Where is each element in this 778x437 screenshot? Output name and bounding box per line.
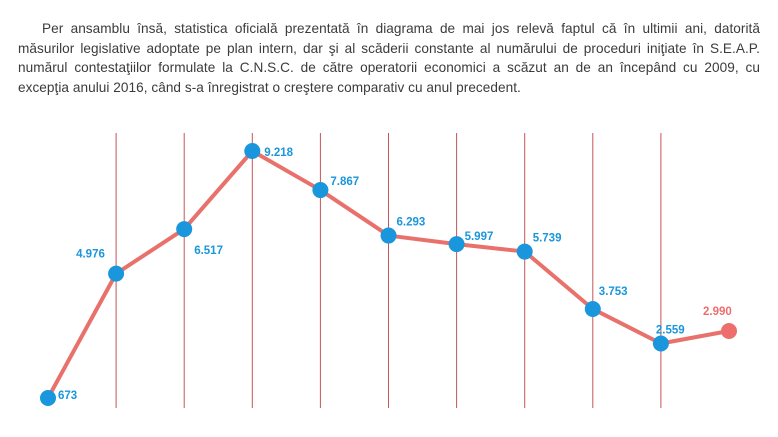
data-label: 6.293 [396, 216, 426, 229]
data-label: 5.739 [532, 232, 562, 245]
data-point-marker [653, 335, 669, 351]
data-point-marker [312, 182, 328, 198]
data-labels [58, 147, 732, 402]
data-point-marker [381, 228, 397, 244]
data-label: 673 [58, 390, 78, 402]
data-label: 9.218 [264, 147, 294, 159]
data-label: 7.867 [330, 176, 360, 189]
data-point-marker [40, 390, 56, 406]
data-label: 4.976 [76, 248, 105, 261]
data-label: 5.997 [464, 231, 494, 244]
data-point-marker [449, 236, 465, 252]
data-label: 6.517 [194, 245, 223, 258]
data-point-marker [108, 266, 124, 282]
gridlines [116, 133, 661, 408]
data-point-marker [176, 221, 192, 237]
data-point-marker [517, 244, 533, 260]
data-label: 2.990 [703, 306, 732, 319]
data-label: 3.753 [598, 285, 628, 298]
data-point-marker [585, 301, 601, 317]
data-point-marker [721, 323, 737, 339]
data-label: 2.559 [655, 324, 685, 337]
intro-paragraph: Per ansamblu însă, statistica oficială prezentată în diagrama de mai jos relevă faptul că în ultimii ani, datorită măsurilor legislative adoptate pe plan intern, dar şi al scăderii constante al numărului de proceduri iniţiate în S.E.A.P. numărul contestaţiilor formulate la C.N.S.C. de către operatorii economici a scăzut an de an începând cu 2009, cu excepţia anului 2016, când s-a înregistrat o creştere comparativ cu anul precedent. [18, 21, 760, 95]
data-point-marker [244, 143, 260, 159]
